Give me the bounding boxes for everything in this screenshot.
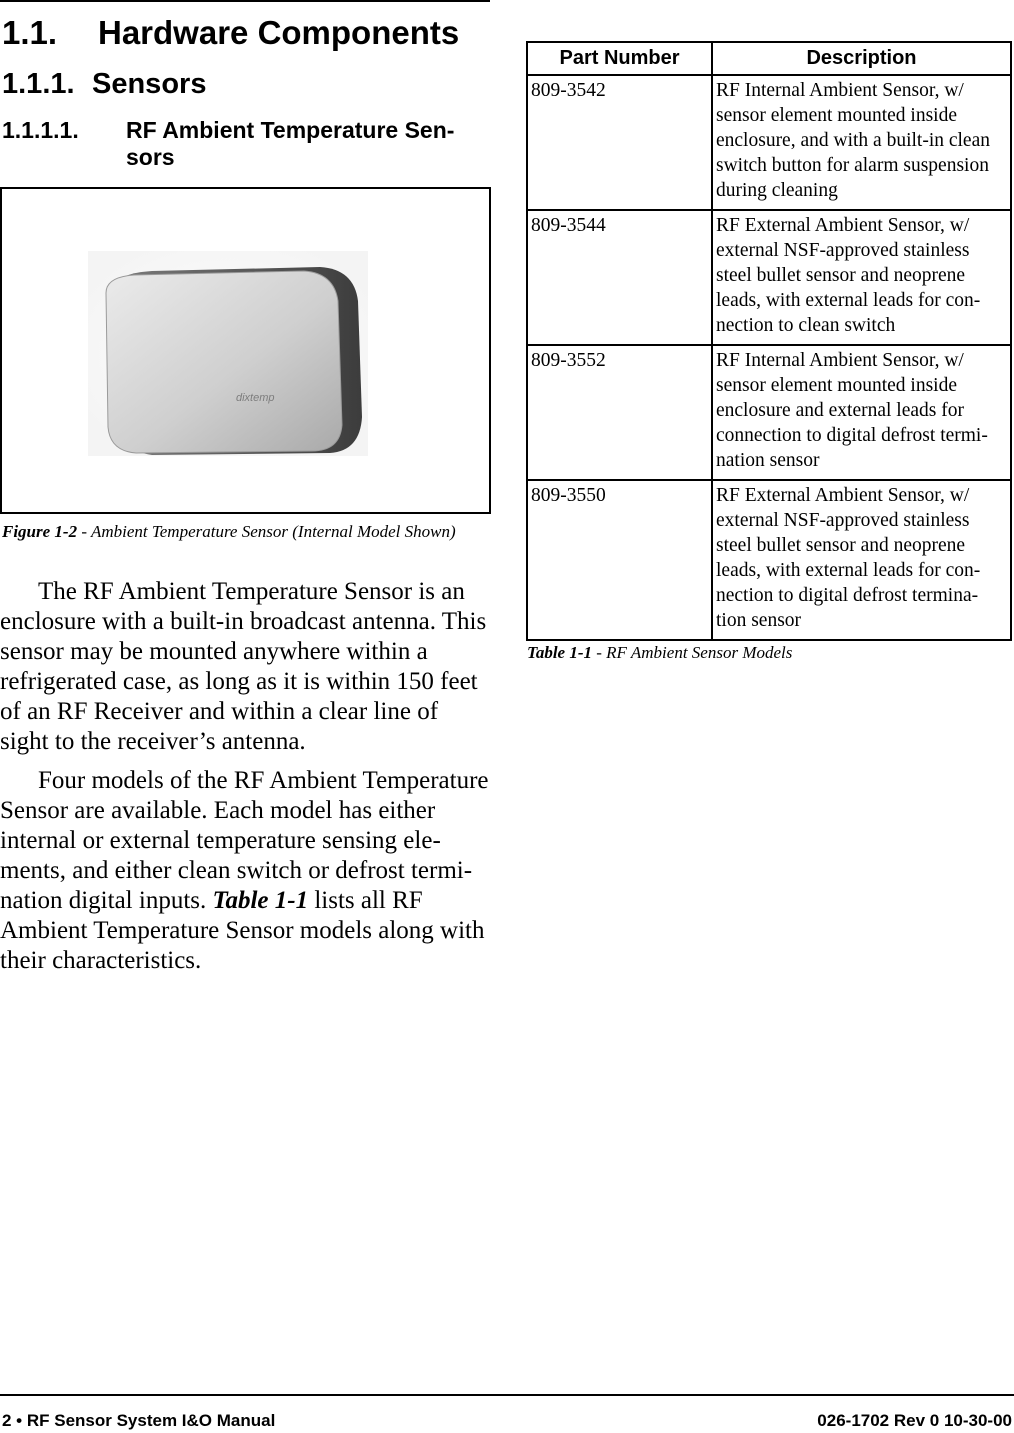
column-header: Description bbox=[712, 42, 1011, 75]
sensor-models-table bbox=[526, 41, 1012, 641]
part-description: RF External Ambient Sensor, w/ external NSF-approved stainless steel bullet sensor and neoprene leads, with external leads for con-nection to clean switch bbox=[712, 210, 1011, 345]
table-caption bbox=[527, 642, 1007, 663]
table-caption-label: Table 1-1 bbox=[527, 643, 593, 662]
table-row bbox=[527, 345, 1011, 480]
column-header: Part Number bbox=[527, 42, 712, 75]
table-header-row bbox=[527, 42, 1011, 75]
table-caption-text: - RF Ambient Sensor Models bbox=[592, 643, 793, 662]
table-reference: Table 1-1 bbox=[212, 887, 309, 914]
body-paragraph: The RF Ambient Temperature Sensor is an enclosure with a built-in broadcast antenna. This sensor may be mounted anywhere within a refrigerated case, as long as it is within 150 feet of an RF Receiver and within a clear line of sight to the receiver’s antenna. bbox=[0, 578, 487, 755]
sensor-logo: dixtemp bbox=[236, 392, 275, 404]
paragraph-text: Four models of the RF Ambient Temperature Sensor are available. Each model has either internal or external temperature sensing ele-ments, and either clean switch or defrost termi-nation digital inputs. bbox=[0, 767, 489, 914]
footer-document-id: 026-1702 Rev 0 10-30-00 bbox=[817, 1411, 1012, 1430]
subsection-heading bbox=[2, 68, 206, 101]
part-number: 809-3550 bbox=[527, 480, 712, 640]
figure-caption-label: Figure 1-2 bbox=[2, 522, 78, 541]
part-description: RF Internal Ambient Sensor, w/ sensor element mounted inside enclosure, and with a built-in clean switch button for alarm suspension during cleaning bbox=[712, 75, 1011, 210]
subsection-title: Sensors bbox=[92, 68, 207, 100]
footer-manual-title: 2 • RF Sensor System I&O Manual bbox=[2, 1411, 276, 1430]
part-description: RF External Ambient Sensor, w/ external NSF-approved stainless steel bullet sensor and neoprene leads, with external leads for con-nection to digital defrost termina-tion sensor bbox=[712, 480, 1011, 640]
footer-rule bbox=[0, 1394, 1014, 1396]
body-paragraph bbox=[0, 766, 490, 976]
subsubsection-number: 1.1.1.1. bbox=[2, 117, 79, 143]
top-rule bbox=[0, 0, 490, 2]
table-row bbox=[527, 75, 1011, 210]
part-number: 809-3542 bbox=[527, 75, 712, 210]
part-number: 809-3552 bbox=[527, 345, 712, 480]
sensor-body-front bbox=[106, 271, 342, 453]
subsection-number: 1.1.1. bbox=[2, 68, 75, 100]
sensor-photo bbox=[2, 189, 489, 512]
section-number: 1.1. bbox=[2, 14, 58, 51]
part-description: RF Internal Ambient Sensor, w/ sensor element mounted inside enclosure and external leads for connection to digital defrost termi-nation sensor bbox=[712, 345, 1011, 480]
figure-caption-text: - Ambient Temperature Sensor (Internal Model Shown) bbox=[77, 522, 456, 541]
sensor-figure bbox=[0, 187, 491, 514]
part-number: 809-3544 bbox=[527, 210, 712, 345]
section-heading bbox=[2, 14, 459, 52]
paragraph-text: lists all RF Ambient Temperature Sensor models along with their characteristics. bbox=[0, 887, 485, 974]
section-title: Hardware Components bbox=[98, 14, 460, 51]
figure-caption bbox=[2, 521, 482, 542]
table-row bbox=[527, 210, 1011, 345]
subsubsection-title: RF Ambient Temperature Sen-sors bbox=[126, 117, 455, 170]
table-row bbox=[527, 480, 1011, 640]
